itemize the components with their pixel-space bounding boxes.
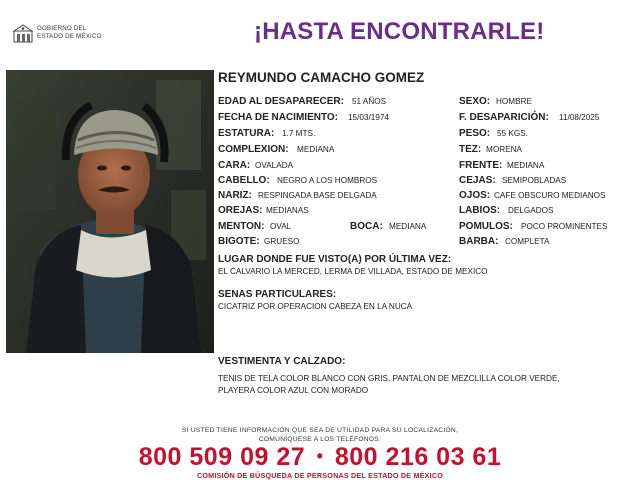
commission-name: COMISIÓN DE BÚSQUEDA DE PERSONAS DEL ESTADO DE MÉXICO xyxy=(196,471,444,480)
sexo-label: SEXO: xyxy=(459,96,491,107)
phone-separator: • xyxy=(316,446,324,466)
labios-value: DELGADOS xyxy=(508,206,554,215)
cabello-value: NEGRO A LOS HOMBROS xyxy=(277,176,378,185)
headline: ¡HASTA ENCONTRARLE! xyxy=(254,18,545,45)
nacimiento-value: 15/03/1974 xyxy=(348,113,389,122)
boca-label: BOCA: xyxy=(350,221,383,232)
cabello-label: CABELLO: xyxy=(218,175,270,186)
logo-text xyxy=(37,25,102,40)
state-emblem-icon xyxy=(12,22,34,44)
frente-label: FRENTE: xyxy=(459,160,503,171)
peso-label: PESO: xyxy=(459,128,491,139)
clothing-title: VESTIMENTA Y CALZADO: xyxy=(218,356,346,367)
tez-value: MORENA xyxy=(486,145,522,154)
desaparicion-value: 11/08/2025 xyxy=(559,113,600,122)
cejas-label: CEJAS: xyxy=(459,175,496,186)
phone-numbers xyxy=(0,443,640,472)
orejas-label: OREJAS: xyxy=(218,205,263,216)
complexion-value: MEDIANA xyxy=(297,145,335,154)
pomulos-label: POMULOS: xyxy=(459,221,513,232)
estatura-label: ESTATURA: xyxy=(218,128,275,139)
clothing-line-1: TENIS DE TELA COLOR BLANCO CON GRIS, PANTALON DE MEZCLILLA COLOR VERDE, xyxy=(218,374,560,383)
phone-2[interactable]: 800 216 03 61 xyxy=(334,443,502,471)
logo-line-2: ESTADO DE MÉXICO xyxy=(37,32,102,40)
estatura-value: 1.7 MTS. xyxy=(282,129,316,138)
edad-value: 51 AÑOS xyxy=(352,97,387,106)
barba-label: BARBA: xyxy=(459,236,499,247)
pomulos-value: POCO PROMINENTES xyxy=(521,222,608,231)
marks-text: CICATRIZ POR OPERACION CABEZA EN LA NUCA xyxy=(218,302,413,311)
last-seen-title: LUGAR DONDE FUE VISTO(A) POR ÚLTIMA VEZ: xyxy=(218,254,452,265)
tez-label: TEZ: xyxy=(459,144,482,155)
person-name: REYMUNDO CAMACHO GOMEZ xyxy=(218,70,425,85)
portrait-image xyxy=(6,70,214,353)
bigote-label: BIGOTE: xyxy=(218,236,260,247)
ojos-value: CAFE OBSCURO MEDIANOS xyxy=(494,191,606,200)
bigote-value: GRUESO xyxy=(264,237,300,246)
cara-value: OVALADA xyxy=(255,161,294,170)
frente-value: MEDIANA xyxy=(507,161,545,170)
cara-label: CARA: xyxy=(218,160,251,171)
clothing-line-2: PLAYERA COLOR AZUL CON MORADO xyxy=(218,386,369,395)
person-photo xyxy=(6,70,214,353)
labios-label: LABIOS: xyxy=(459,205,501,216)
menton-value: OVAL xyxy=(270,222,292,231)
last-seen-text: EL CALVARIO LA MERCED, LERMA DE VILLADA, ESTADO DE MEXICO xyxy=(218,267,488,276)
cejas-value: SEMIPOBLADAS xyxy=(502,176,567,185)
info-line-1: SI USTED TIENE INFORMACIÓN QUE SEA DE UTILIDAD PARA SU LOCALIZACIÓN, xyxy=(181,427,459,434)
edad-label: EDAD AL DESAPARECER: xyxy=(218,96,344,107)
nariz-value: RESPINGADA BASE DELGADA xyxy=(258,191,377,200)
barba-value: COMPLETA xyxy=(505,237,550,246)
peso-value: 55 KGS. xyxy=(497,129,528,138)
marks-title: SENAS PARTICULARES: xyxy=(218,289,337,300)
sexo-value: HOMBRE xyxy=(496,97,532,106)
phone-1[interactable]: 800 509 09 27 xyxy=(138,443,306,471)
menton-label: MENTON: xyxy=(218,221,265,232)
government-logo xyxy=(12,22,122,44)
complexion-label: COMPLEXION: xyxy=(218,144,289,155)
orejas-value: MEDIANAS xyxy=(266,206,309,215)
nacimiento-label: FECHA DE NACIMIENTO: xyxy=(218,112,338,123)
nariz-label: NARIZ: xyxy=(218,190,252,201)
info-line-2: COMUNÍQUESE A LOS TELÉFONOS: xyxy=(258,436,382,443)
desaparicion-label: F. DESAPARICIÓN: xyxy=(459,112,549,123)
ojos-label: OJOS: xyxy=(459,190,491,201)
logo-line-1: GOBIERNO DEL xyxy=(37,25,87,32)
boca-value: MEDIANA xyxy=(389,222,427,231)
